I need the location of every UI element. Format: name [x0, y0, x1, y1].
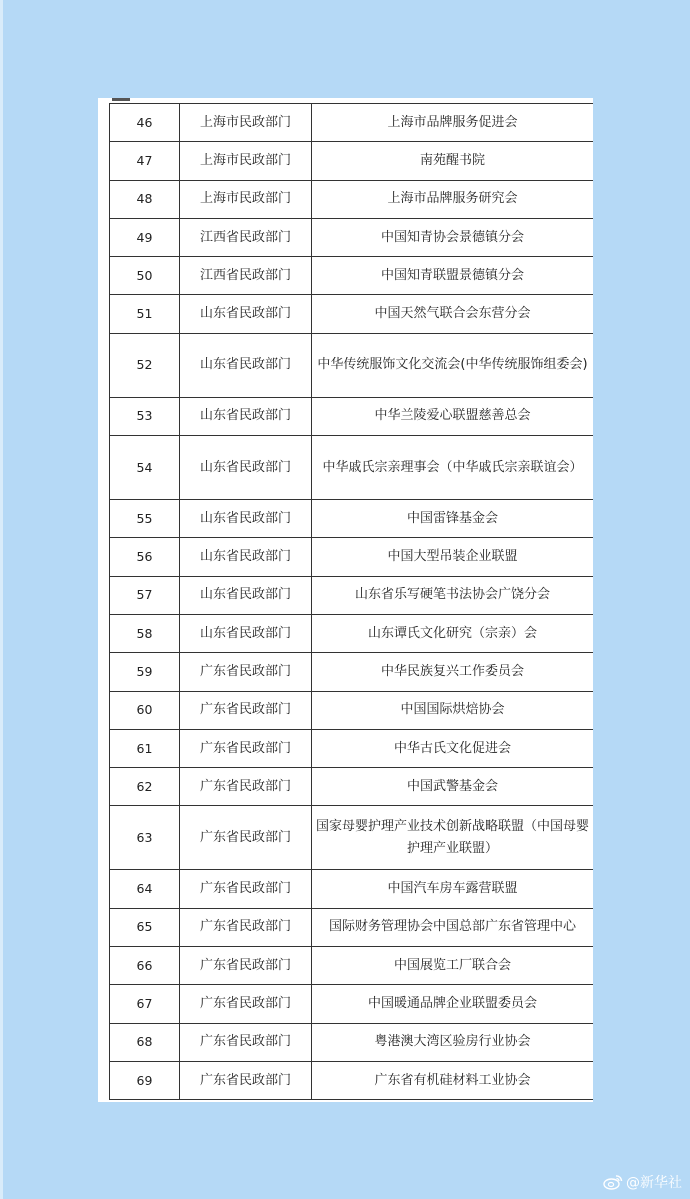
organization-table [109, 103, 593, 1100]
cell-organization-name: 中国大型吊装企业联盟 [312, 538, 594, 576]
cell-number: 46 [110, 104, 180, 142]
cell-number: 67 [110, 985, 180, 1023]
cell-department: 山东省民政部门 [180, 295, 312, 333]
cell-number: 61 [110, 729, 180, 767]
cell-organization-name: 中华戚氏宗亲理事会（中华戚氏宗亲联谊会） [312, 436, 594, 500]
cell-organization-name: 中国武警基金会 [312, 768, 594, 806]
cell-organization-name: 中华古氏文化促进会 [312, 729, 594, 767]
cell-department: 山东省民政部门 [180, 436, 312, 500]
cell-number: 58 [110, 614, 180, 652]
cell-number: 56 [110, 538, 180, 576]
table-row [110, 691, 594, 729]
table-row [110, 1061, 594, 1099]
cell-number: 54 [110, 436, 180, 500]
cell-department: 山东省民政部门 [180, 576, 312, 614]
cell-department: 广东省民政部门 [180, 691, 312, 729]
cell-number: 55 [110, 500, 180, 538]
cell-department: 江西省民政部门 [180, 218, 312, 256]
document-page [98, 98, 593, 1102]
cell-organization-name: 中国暖通品牌企业联盟委员会 [312, 985, 594, 1023]
cell-organization-name: 中国知青协会景德镇分会 [312, 218, 594, 256]
cell-organization-name: 国际财务管理协会中国总部广东省管理中心 [312, 908, 594, 946]
table-row [110, 142, 594, 180]
cell-organization-name: 粤港澳大湾区验房行业协会 [312, 1023, 594, 1061]
cell-number: 59 [110, 653, 180, 691]
cell-number: 47 [110, 142, 180, 180]
cell-organization-name: 广东省有机硅材料工业协会 [312, 1061, 594, 1099]
cell-organization-name: 中国雷锋基金会 [312, 500, 594, 538]
cell-organization-name: 中华传统服饰文化交流会(中华传统服饰组委会) [312, 333, 594, 397]
cell-organization-name: 上海市品牌服务促进会 [312, 104, 594, 142]
table-row [110, 397, 594, 435]
page-top-mark [112, 98, 130, 101]
left-edge-strip [0, 0, 3, 1199]
cell-number: 60 [110, 691, 180, 729]
cell-organization-name: 中国汽车房车露营联盟 [312, 870, 594, 908]
table-row [110, 729, 594, 767]
cell-number: 53 [110, 397, 180, 435]
cell-number: 66 [110, 947, 180, 985]
table-row [110, 985, 594, 1023]
cell-department: 广东省民政部门 [180, 985, 312, 1023]
table-row [110, 104, 594, 142]
cell-department: 广东省民政部门 [180, 1061, 312, 1099]
table-body [110, 104, 594, 1100]
cell-number: 51 [110, 295, 180, 333]
cell-number: 50 [110, 257, 180, 295]
table-row [110, 768, 594, 806]
table-row [110, 436, 594, 500]
cell-department: 广东省民政部门 [180, 653, 312, 691]
cell-organization-name: 国家母婴护理产业技术创新战略联盟（中国母婴护理产业联盟） [312, 806, 594, 870]
cell-number: 69 [110, 1061, 180, 1099]
table-row [110, 806, 594, 870]
cell-department: 山东省民政部门 [180, 397, 312, 435]
table-row [110, 947, 594, 985]
cell-number: 65 [110, 908, 180, 946]
table-row [110, 614, 594, 652]
cell-organization-name: 中国知青联盟景德镇分会 [312, 257, 594, 295]
cell-department: 山东省民政部门 [180, 614, 312, 652]
cell-number: 48 [110, 180, 180, 218]
table-row [110, 257, 594, 295]
table-row [110, 653, 594, 691]
cell-department: 山东省民政部门 [180, 538, 312, 576]
cell-organization-name: 上海市品牌服务研究会 [312, 180, 594, 218]
table-row [110, 908, 594, 946]
cell-department: 广东省民政部门 [180, 908, 312, 946]
cell-department: 广东省民政部门 [180, 947, 312, 985]
table-row [110, 1023, 594, 1061]
table-row [110, 538, 594, 576]
cell-organization-name: 南苑醒书院 [312, 142, 594, 180]
cell-organization-name: 中国天然气联合会东营分会 [312, 295, 594, 333]
cell-number: 68 [110, 1023, 180, 1061]
table-row [110, 500, 594, 538]
cell-department: 广东省民政部门 [180, 768, 312, 806]
cell-number: 63 [110, 806, 180, 870]
cell-organization-name: 中国展览工厂联合会 [312, 947, 594, 985]
cell-department: 广东省民政部门 [180, 870, 312, 908]
cell-number: 62 [110, 768, 180, 806]
table-row [110, 295, 594, 333]
cell-organization-name: 山东谭氏文化研究（宗亲）会 [312, 614, 594, 652]
cell-department: 上海市民政部门 [180, 104, 312, 142]
cell-department: 山东省民政部门 [180, 333, 312, 397]
cell-organization-name: 山东省乐写硬笔书法协会广饶分会 [312, 576, 594, 614]
cell-department: 上海市民政部门 [180, 142, 312, 180]
cell-number: 52 [110, 333, 180, 397]
table-row [110, 218, 594, 256]
table-row [110, 333, 594, 397]
cell-department: 广东省民政部门 [180, 806, 312, 870]
watermark-text: @新华社 [626, 1175, 682, 1191]
table-row [110, 576, 594, 614]
cell-number: 57 [110, 576, 180, 614]
table-row [110, 180, 594, 218]
cell-department: 江西省民政部门 [180, 257, 312, 295]
cell-organization-name: 中华民族复兴工作委员会 [312, 653, 594, 691]
weibo-icon [603, 1174, 623, 1190]
watermark [603, 1172, 682, 1192]
cell-department: 广东省民政部门 [180, 729, 312, 767]
cell-department: 上海市民政部门 [180, 180, 312, 218]
cell-department: 山东省民政部门 [180, 500, 312, 538]
cell-number: 49 [110, 218, 180, 256]
cell-number: 64 [110, 870, 180, 908]
cell-organization-name: 中华兰陵爱心联盟慈善总会 [312, 397, 594, 435]
cell-organization-name: 中国国际烘焙协会 [312, 691, 594, 729]
table-row [110, 870, 594, 908]
cell-department: 广东省民政部门 [180, 1023, 312, 1061]
